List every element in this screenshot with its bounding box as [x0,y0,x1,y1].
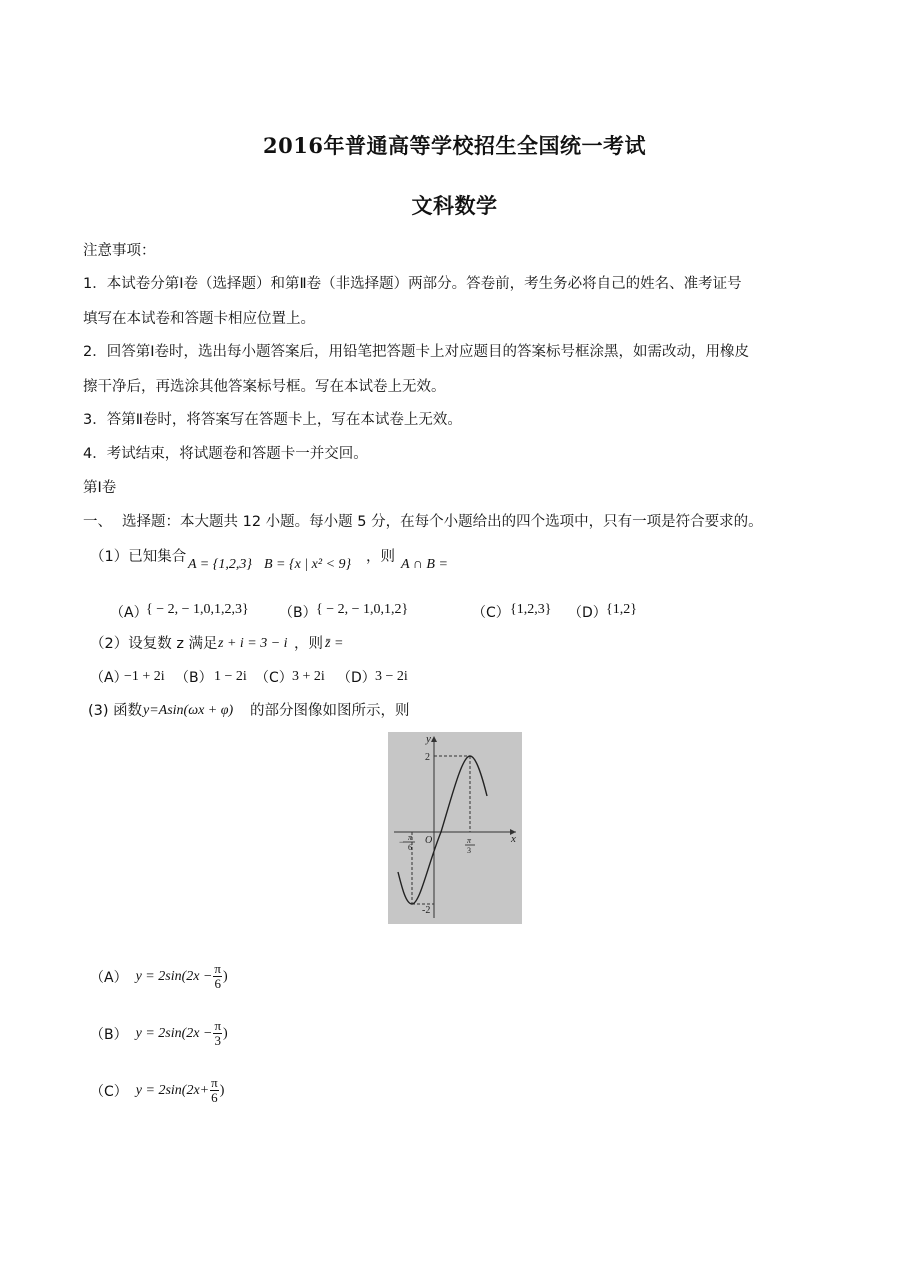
notes-item-2-line-1: 2．回答第Ⅰ卷时，选出每小题答案后，用铅笔把答题卡上对应题目的答案标号框涂黑，如需改动，用橡皮 [83,344,749,360]
part-number: 一、 [83,514,112,530]
q2-expression: z̄ = [325,636,344,651]
y-max-label: 2 [425,752,430,763]
q1-option-a-value: { − 2, − 1,0,1,2,3} [146,602,249,617]
sine-graph-figure [388,732,522,924]
x-neg-tick-sign: − [399,837,405,847]
sine-graph [388,732,522,924]
q2-option-b-label: （B） [175,670,213,686]
q2-option-b-value: 1 − 2i [214,669,247,684]
q3-option-a-fraction [213,962,222,991]
q3-option-c-fraction [210,1076,219,1105]
volume-heading: 第Ⅰ卷 [83,480,117,496]
x-pos-tick-denominator: 3 [467,846,471,855]
notes-item-2-line-2: 擦干净后，再选涂其他答案标号框。写在本试卷上无效。 [83,379,446,395]
q3-option-a-right: ) [222,968,228,984]
q3-option-c-left: y = 2sin(2x+ [135,1082,210,1098]
q3-option-c-label: （C） [90,1083,128,1100]
q1-expression: A ∩ B = [401,557,448,572]
q3-option-b-numerator: π [214,1018,222,1033]
x-neg-tick-denominator: 6 [408,843,412,852]
notes-item-1-line-1: 1．本试卷分第Ⅰ卷（选择题）和第Ⅱ卷（非选择题）两部分。答卷前，考生务必将自己的姓名、准考证号 [83,276,742,292]
y-axis-label: y [426,733,431,745]
x-neg-tick-numerator: π [408,833,413,842]
y-min-label: -2 [422,905,431,916]
page-title: 2016年普通高等学校招生全国统一考试 [263,133,646,158]
page-subtitle: 文科数学 [411,193,498,218]
q1-option-c-value: {1,2,3} [510,602,552,617]
q3-option-b-left: y = 2sin(2x − [135,1025,213,1041]
q3-option-b-denominator: 3 [214,1033,221,1048]
q3-option-b-label: （B） [90,1026,128,1043]
q2-label: （2）设复数 z 满足 [90,636,218,652]
notes-item-1-line-2: 填写在本试卷和答题卡相应位置上。 [83,311,315,327]
q2-option-c-value: 3 + 2i [292,669,325,684]
q1-option-c-label: （C） [472,605,510,621]
notes-item-4: 4．考试结束，将试题卷和答题卡一并交回。 [83,446,368,462]
sine-curve [398,756,487,904]
q1-set-b: B = {x | x² < 9} [264,557,352,572]
notes-item-3: 3．答第Ⅱ卷时，将答案写在答题卡上，写在本试卷上无效。 [83,412,462,428]
q3-suffix: 的部分图像如图所示，则 [250,703,410,719]
q3-prefix: (3) 函数 [88,703,143,719]
q1-option-b-value: { − 2, − 1,0,1,2} [316,602,409,617]
q3-option-a-left: y = 2sin(2x − [135,968,213,984]
y-axis-arrow [431,736,437,742]
x-axis-label: x [511,833,516,845]
q3-option-c-denominator: 6 [211,1090,218,1105]
q2-option-d-value: 3 − 2i [375,669,408,684]
q3-option-b-fraction [213,1019,222,1048]
q3-option-a [90,962,228,991]
q3-option-c-right: ) [219,1082,225,1098]
q1-label: （1）已知集合 [90,549,187,565]
q1-option-a-label: （A） [110,605,148,621]
q1-then: ，则 [366,549,395,565]
q3-option-b-right: ) [223,1025,228,1041]
q2-option-d-label: （D） [337,670,376,686]
origin-label: O [425,835,433,846]
q2-then: ，则 [294,636,323,652]
q1-option-d-value: {1,2} [606,602,637,617]
q3-option-a-label: （A） [90,969,128,986]
q3-option-b [90,1019,228,1048]
q3-option-c [90,1076,224,1105]
q3-option-a-numerator: π [214,961,221,976]
q1-set-a: A = {1,2,3} [188,557,252,572]
q1-option-d-label: （D） [568,605,607,621]
q2-option-a-label: （A） [90,670,128,686]
q3-function: y=Asin(ωx + φ) [143,703,234,718]
q2-option-a-value: −1 + 2i [124,669,165,684]
x-pos-tick-numerator: π [467,836,472,845]
q1-option-b-label: （B） [279,605,317,621]
q2-option-c-label: （C） [255,670,293,686]
part-instructions: 选择题：本大题共 12 小题。每小题 5 分，在每个小题给出的四个选项中，只有一项是符合要求的。 [122,514,763,530]
notes-heading: 注意事项： [83,243,156,259]
q2-condition: z + i = 3 − i [218,636,288,651]
q3-option-a-denominator: 6 [214,976,221,991]
q3-option-c-numerator: π [211,1075,218,1090]
